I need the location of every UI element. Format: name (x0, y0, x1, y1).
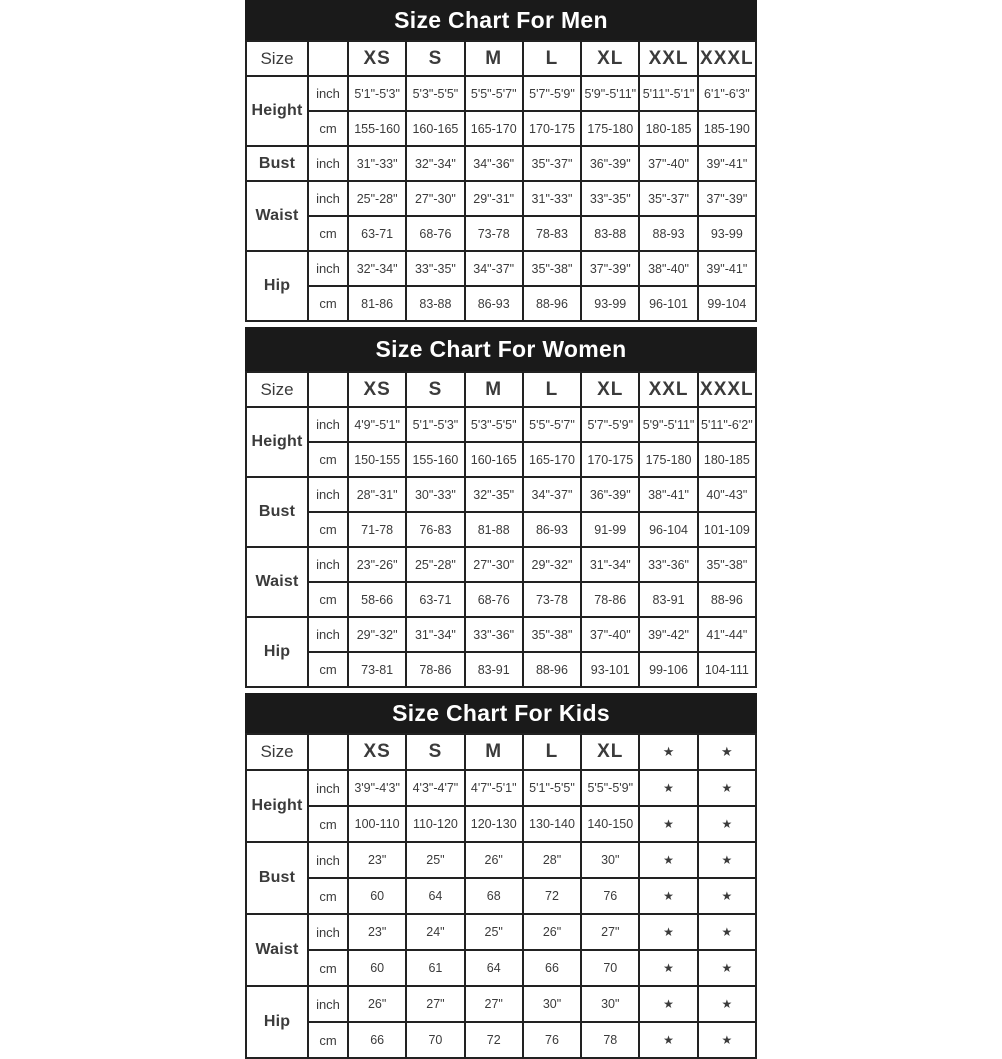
size-column-header: M (465, 734, 523, 770)
size-chart-for-kids (245, 693, 757, 1059)
unit-label: inch (308, 181, 348, 216)
measurement-value: 140-150 (581, 806, 639, 842)
measurement-value: 5'3"-5'5" (465, 407, 523, 442)
size-column-header: L (523, 734, 581, 770)
table-row (246, 512, 756, 547)
measurement-value: 81-88 (465, 512, 523, 547)
measurement-value: 93-99 (698, 216, 756, 251)
star-icon: ★ (698, 878, 756, 914)
measurement-value: 70 (406, 1022, 464, 1058)
measurement-value: 23" (348, 842, 406, 878)
star-icon: ★ (698, 842, 756, 878)
measurement-value: 26" (523, 914, 581, 950)
measurement-label-height: Height (246, 407, 308, 477)
star-icon: ★ (639, 878, 697, 914)
unit-label: cm (308, 878, 348, 914)
measurement-label-bust: Bust (246, 146, 308, 181)
unit-label: cm (308, 806, 348, 842)
measurement-value: 36"-39" (581, 146, 639, 181)
size-column-header: S (406, 41, 464, 76)
size-chart-for-women (245, 327, 757, 688)
measurement-value: 78-86 (406, 652, 464, 687)
measurement-value: 5'9"-5'11" (581, 76, 639, 111)
table-row (246, 1022, 756, 1058)
measurement-value: 165-170 (465, 111, 523, 146)
table-row (246, 986, 756, 1022)
measurement-value: 27"-30" (406, 181, 464, 216)
measurement-value: 35"-37" (639, 181, 697, 216)
measurement-value: 83-88 (581, 216, 639, 251)
unit-label: cm (308, 652, 348, 687)
measurement-value: 28"-31" (348, 477, 406, 512)
measurement-value: 71-78 (348, 512, 406, 547)
table-row (246, 442, 756, 477)
measurement-value: 25"-28" (406, 547, 464, 582)
unit-label: cm (308, 216, 348, 251)
table-row (246, 582, 756, 617)
measurement-value: 5'1"-5'3" (406, 407, 464, 442)
measurement-value: 93-99 (581, 286, 639, 321)
size-table (245, 40, 757, 322)
measurement-value: 88-96 (523, 286, 581, 321)
unit-label: inch (308, 146, 348, 181)
measurement-value: 5'7"-5'9" (523, 76, 581, 111)
measurement-value: 5'1"-5'5" (523, 770, 581, 806)
measurement-value: 81-86 (348, 286, 406, 321)
table-row (246, 181, 756, 216)
measurement-value: 32"-34" (348, 251, 406, 286)
measurement-value: 32"-35" (465, 477, 523, 512)
unit-label: cm (308, 512, 348, 547)
star-icon: ★ (639, 770, 697, 806)
measurement-value: 180-185 (639, 111, 697, 146)
table-row (246, 286, 756, 321)
size-header-row (246, 372, 756, 407)
measurement-value: 34"-37" (523, 477, 581, 512)
measurement-value: 29"-32" (348, 617, 406, 652)
measurement-value: 64 (406, 878, 464, 914)
measurement-value: 41"-44" (698, 617, 756, 652)
measurement-value: 28" (523, 842, 581, 878)
unit-label: inch (308, 617, 348, 652)
unit-label: inch (308, 770, 348, 806)
measurement-value: 160-165 (465, 442, 523, 477)
unit-label: inch (308, 986, 348, 1022)
size-column-header: S (406, 734, 464, 770)
measurement-value: 37"-39" (698, 181, 756, 216)
measurement-value: 34"-37" (465, 251, 523, 286)
measurement-value: 78 (581, 1022, 639, 1058)
size-table (245, 733, 757, 1059)
size-column-header: XS (348, 372, 406, 407)
measurement-value: 38"-41" (639, 477, 697, 512)
measurement-value: 35"-37" (523, 146, 581, 181)
measurement-value: 66 (523, 950, 581, 986)
size-header-row (246, 734, 756, 770)
size-column-header: M (465, 41, 523, 76)
measurement-value: 60 (348, 878, 406, 914)
unit-label: cm (308, 111, 348, 146)
table-row (246, 617, 756, 652)
measurement-value: 100-110 (348, 806, 406, 842)
measurement-value: 25"-28" (348, 181, 406, 216)
measurement-value: 25" (406, 842, 464, 878)
measurement-value: 29"-31" (465, 181, 523, 216)
measurement-value: 180-185 (698, 442, 756, 477)
unit-label: inch (308, 842, 348, 878)
measurement-value: 30"-33" (406, 477, 464, 512)
measurement-value: 32"-34" (406, 146, 464, 181)
measurement-value: 5'1"-5'3" (348, 76, 406, 111)
measurement-value: 39"-42" (639, 617, 697, 652)
measurement-value: 33"-36" (465, 617, 523, 652)
size-column-header: XXL (639, 372, 697, 407)
measurement-value: 4'7"-5'1" (465, 770, 523, 806)
measurement-value: 64 (465, 950, 523, 986)
measurement-value: 170-175 (581, 442, 639, 477)
measurement-value: 130-140 (523, 806, 581, 842)
measurement-value: 27" (406, 986, 464, 1022)
measurement-value: 27"-30" (465, 547, 523, 582)
measurement-value: 170-175 (523, 111, 581, 146)
measurement-value: 99-104 (698, 286, 756, 321)
measurement-value: 83-91 (639, 582, 697, 617)
measurement-label-hip: Hip (246, 986, 308, 1058)
star-icon: ★ (639, 914, 697, 950)
measurement-value: 110-120 (406, 806, 464, 842)
measurement-value: 27" (581, 914, 639, 950)
measurement-value: 76 (523, 1022, 581, 1058)
measurement-value: 4'9"-5'1" (348, 407, 406, 442)
measurement-value: 23" (348, 914, 406, 950)
table-row (246, 216, 756, 251)
size-column-header: M (465, 372, 523, 407)
unit-label: cm (308, 1022, 348, 1058)
measurement-value: 31"-34" (581, 547, 639, 582)
table-row (246, 407, 756, 442)
measurement-value: 99-106 (639, 652, 697, 687)
measurement-value: 120-130 (465, 806, 523, 842)
measurement-value: 30" (523, 986, 581, 1022)
chart-title: Size Chart For Women (245, 327, 757, 371)
measurement-value: 165-170 (523, 442, 581, 477)
table-row (246, 477, 756, 512)
measurement-value: 5'5"-5'7" (465, 76, 523, 111)
measurement-value: 23"-26" (348, 547, 406, 582)
measurement-value: 91-99 (581, 512, 639, 547)
size-chart-for-men (245, 0, 757, 322)
measurement-value: 4'3"-4'7" (406, 770, 464, 806)
size-column-header: XL (581, 41, 639, 76)
measurement-value: 185-190 (698, 111, 756, 146)
unit-label: cm (308, 442, 348, 477)
measurement-value: 5'5"-5'7" (523, 407, 581, 442)
star-icon: ★ (698, 950, 756, 986)
measurement-value: 3'9"-4'3" (348, 770, 406, 806)
measurement-value: 88-96 (523, 652, 581, 687)
measurement-value: 25" (465, 914, 523, 950)
measurement-value: 86-93 (465, 286, 523, 321)
measurement-value: 78-86 (581, 582, 639, 617)
measurement-value: 5'11"-6'2" (698, 407, 756, 442)
size-row-label: Size (246, 734, 308, 770)
measurement-value: 63-71 (406, 582, 464, 617)
star-icon: ★ (698, 1022, 756, 1058)
star-icon: ★ (639, 986, 697, 1022)
measurement-label-height: Height (246, 770, 308, 842)
measurement-value: 76 (581, 878, 639, 914)
measurement-value: 33"-36" (639, 547, 697, 582)
size-column-header: XL (581, 372, 639, 407)
measurement-value: 101-109 (698, 512, 756, 547)
unit-label: inch (308, 407, 348, 442)
table-row (246, 547, 756, 582)
measurement-value: 29"-32" (523, 547, 581, 582)
measurement-value: 5'3"-5'5" (406, 76, 464, 111)
star-icon: ★ (639, 734, 697, 770)
table-row (246, 950, 756, 986)
chart-title: Size Chart For Men (245, 0, 757, 40)
size-table (245, 371, 757, 688)
star-icon: ★ (639, 806, 697, 842)
measurement-value: 72 (523, 878, 581, 914)
star-icon: ★ (698, 770, 756, 806)
measurement-value: 37"-39" (581, 251, 639, 286)
size-row-label: Size (246, 372, 308, 407)
measurement-value: 30" (581, 986, 639, 1022)
measurement-value: 68-76 (406, 216, 464, 251)
measurement-value: 86-93 (523, 512, 581, 547)
table-row (246, 914, 756, 950)
empty-unit-cell (308, 41, 348, 76)
table-row (246, 146, 756, 181)
table-row (246, 806, 756, 842)
measurement-value: 34"-36" (465, 146, 523, 181)
star-icon: ★ (698, 914, 756, 950)
measurement-label-hip: Hip (246, 617, 308, 687)
measurement-value: 73-81 (348, 652, 406, 687)
table-row (246, 111, 756, 146)
measurement-value: 68 (465, 878, 523, 914)
table-row (246, 878, 756, 914)
measurement-value: 35"-38" (698, 547, 756, 582)
measurement-value: 93-101 (581, 652, 639, 687)
measurement-value: 58-66 (348, 582, 406, 617)
measurement-value: 78-83 (523, 216, 581, 251)
measurement-value: 72 (465, 1022, 523, 1058)
measurement-value: 31"-33" (348, 146, 406, 181)
measurement-value: 155-160 (348, 111, 406, 146)
measurement-value: 88-93 (639, 216, 697, 251)
measurement-value: 38"-40" (639, 251, 697, 286)
size-header-row (246, 41, 756, 76)
unit-label: cm (308, 286, 348, 321)
measurement-value: 96-104 (639, 512, 697, 547)
table-row (246, 842, 756, 878)
star-icon: ★ (698, 734, 756, 770)
measurement-value: 68-76 (465, 582, 523, 617)
measurement-value: 35"-38" (523, 617, 581, 652)
measurement-value: 73-78 (523, 582, 581, 617)
unit-label: inch (308, 477, 348, 512)
measurement-value: 175-180 (581, 111, 639, 146)
measurement-label-waist: Waist (246, 914, 308, 986)
measurement-value: 76-83 (406, 512, 464, 547)
size-column-header: XXL (639, 41, 697, 76)
measurement-value: 40"-43" (698, 477, 756, 512)
measurement-value: 35"-38" (523, 251, 581, 286)
unit-label: cm (308, 950, 348, 986)
unit-label: inch (308, 547, 348, 582)
size-column-header: L (523, 41, 581, 76)
size-row-label: Size (246, 41, 308, 76)
measurement-value: 37"-40" (639, 146, 697, 181)
measurement-label-waist: Waist (246, 547, 308, 617)
charts-root (245, 0, 757, 1059)
measurement-value: 60 (348, 950, 406, 986)
measurement-value: 5'11"-5'1" (639, 76, 697, 111)
measurement-value: 73-78 (465, 216, 523, 251)
table-row (246, 652, 756, 687)
table-row (246, 251, 756, 286)
measurement-value: 5'9"-5'11" (639, 407, 697, 442)
measurement-value: 175-180 (639, 442, 697, 477)
star-icon: ★ (698, 806, 756, 842)
measurement-value: 6'1"-6'3" (698, 76, 756, 111)
star-icon: ★ (698, 986, 756, 1022)
unit-label: inch (308, 914, 348, 950)
measurement-value: 88-96 (698, 582, 756, 617)
measurement-value: 63-71 (348, 216, 406, 251)
measurement-label-height: Height (246, 76, 308, 146)
unit-label: inch (308, 251, 348, 286)
measurement-value: 83-91 (465, 652, 523, 687)
table-row (246, 76, 756, 111)
unit-label: inch (308, 76, 348, 111)
measurement-value: 61 (406, 950, 464, 986)
empty-unit-cell (308, 734, 348, 770)
measurement-value: 96-101 (639, 286, 697, 321)
measurement-value: 66 (348, 1022, 406, 1058)
size-column-header: XS (348, 41, 406, 76)
measurement-label-waist: Waist (246, 181, 308, 251)
size-column-header: XL (581, 734, 639, 770)
measurement-value: 27" (465, 986, 523, 1022)
size-column-header: XXXL (698, 41, 756, 76)
measurement-value: 83-88 (406, 286, 464, 321)
measurement-value: 37"-40" (581, 617, 639, 652)
measurement-label-bust: Bust (246, 477, 308, 547)
measurement-value: 31"-33" (523, 181, 581, 216)
measurement-value: 33"-35" (406, 251, 464, 286)
table-row (246, 770, 756, 806)
measurement-value: 31"-34" (406, 617, 464, 652)
measurement-value: 70 (581, 950, 639, 986)
measurement-value: 5'7"-5'9" (581, 407, 639, 442)
size-column-header: L (523, 372, 581, 407)
measurement-value: 26" (348, 986, 406, 1022)
measurement-value: 160-165 (406, 111, 464, 146)
measurement-value: 33"-35" (581, 181, 639, 216)
measurement-value: 36"-39" (581, 477, 639, 512)
measurement-value: 26" (465, 842, 523, 878)
size-column-header: S (406, 372, 464, 407)
measurement-label-hip: Hip (246, 251, 308, 321)
unit-label: cm (308, 582, 348, 617)
measurement-value: 155-160 (406, 442, 464, 477)
measurement-value: 24" (406, 914, 464, 950)
measurement-value: 39"-41" (698, 146, 756, 181)
chart-title: Size Chart For Kids (245, 693, 757, 733)
measurement-label-bust: Bust (246, 842, 308, 914)
measurement-value: 5'5"-5'9" (581, 770, 639, 806)
star-icon: ★ (639, 950, 697, 986)
size-column-header: XS (348, 734, 406, 770)
empty-unit-cell (308, 372, 348, 407)
measurement-value: 39"-41" (698, 251, 756, 286)
measurement-value: 30" (581, 842, 639, 878)
measurement-value: 150-155 (348, 442, 406, 477)
size-column-header: XXXL (698, 372, 756, 407)
star-icon: ★ (639, 842, 697, 878)
star-icon: ★ (639, 1022, 697, 1058)
measurement-value: 104-111 (698, 652, 756, 687)
